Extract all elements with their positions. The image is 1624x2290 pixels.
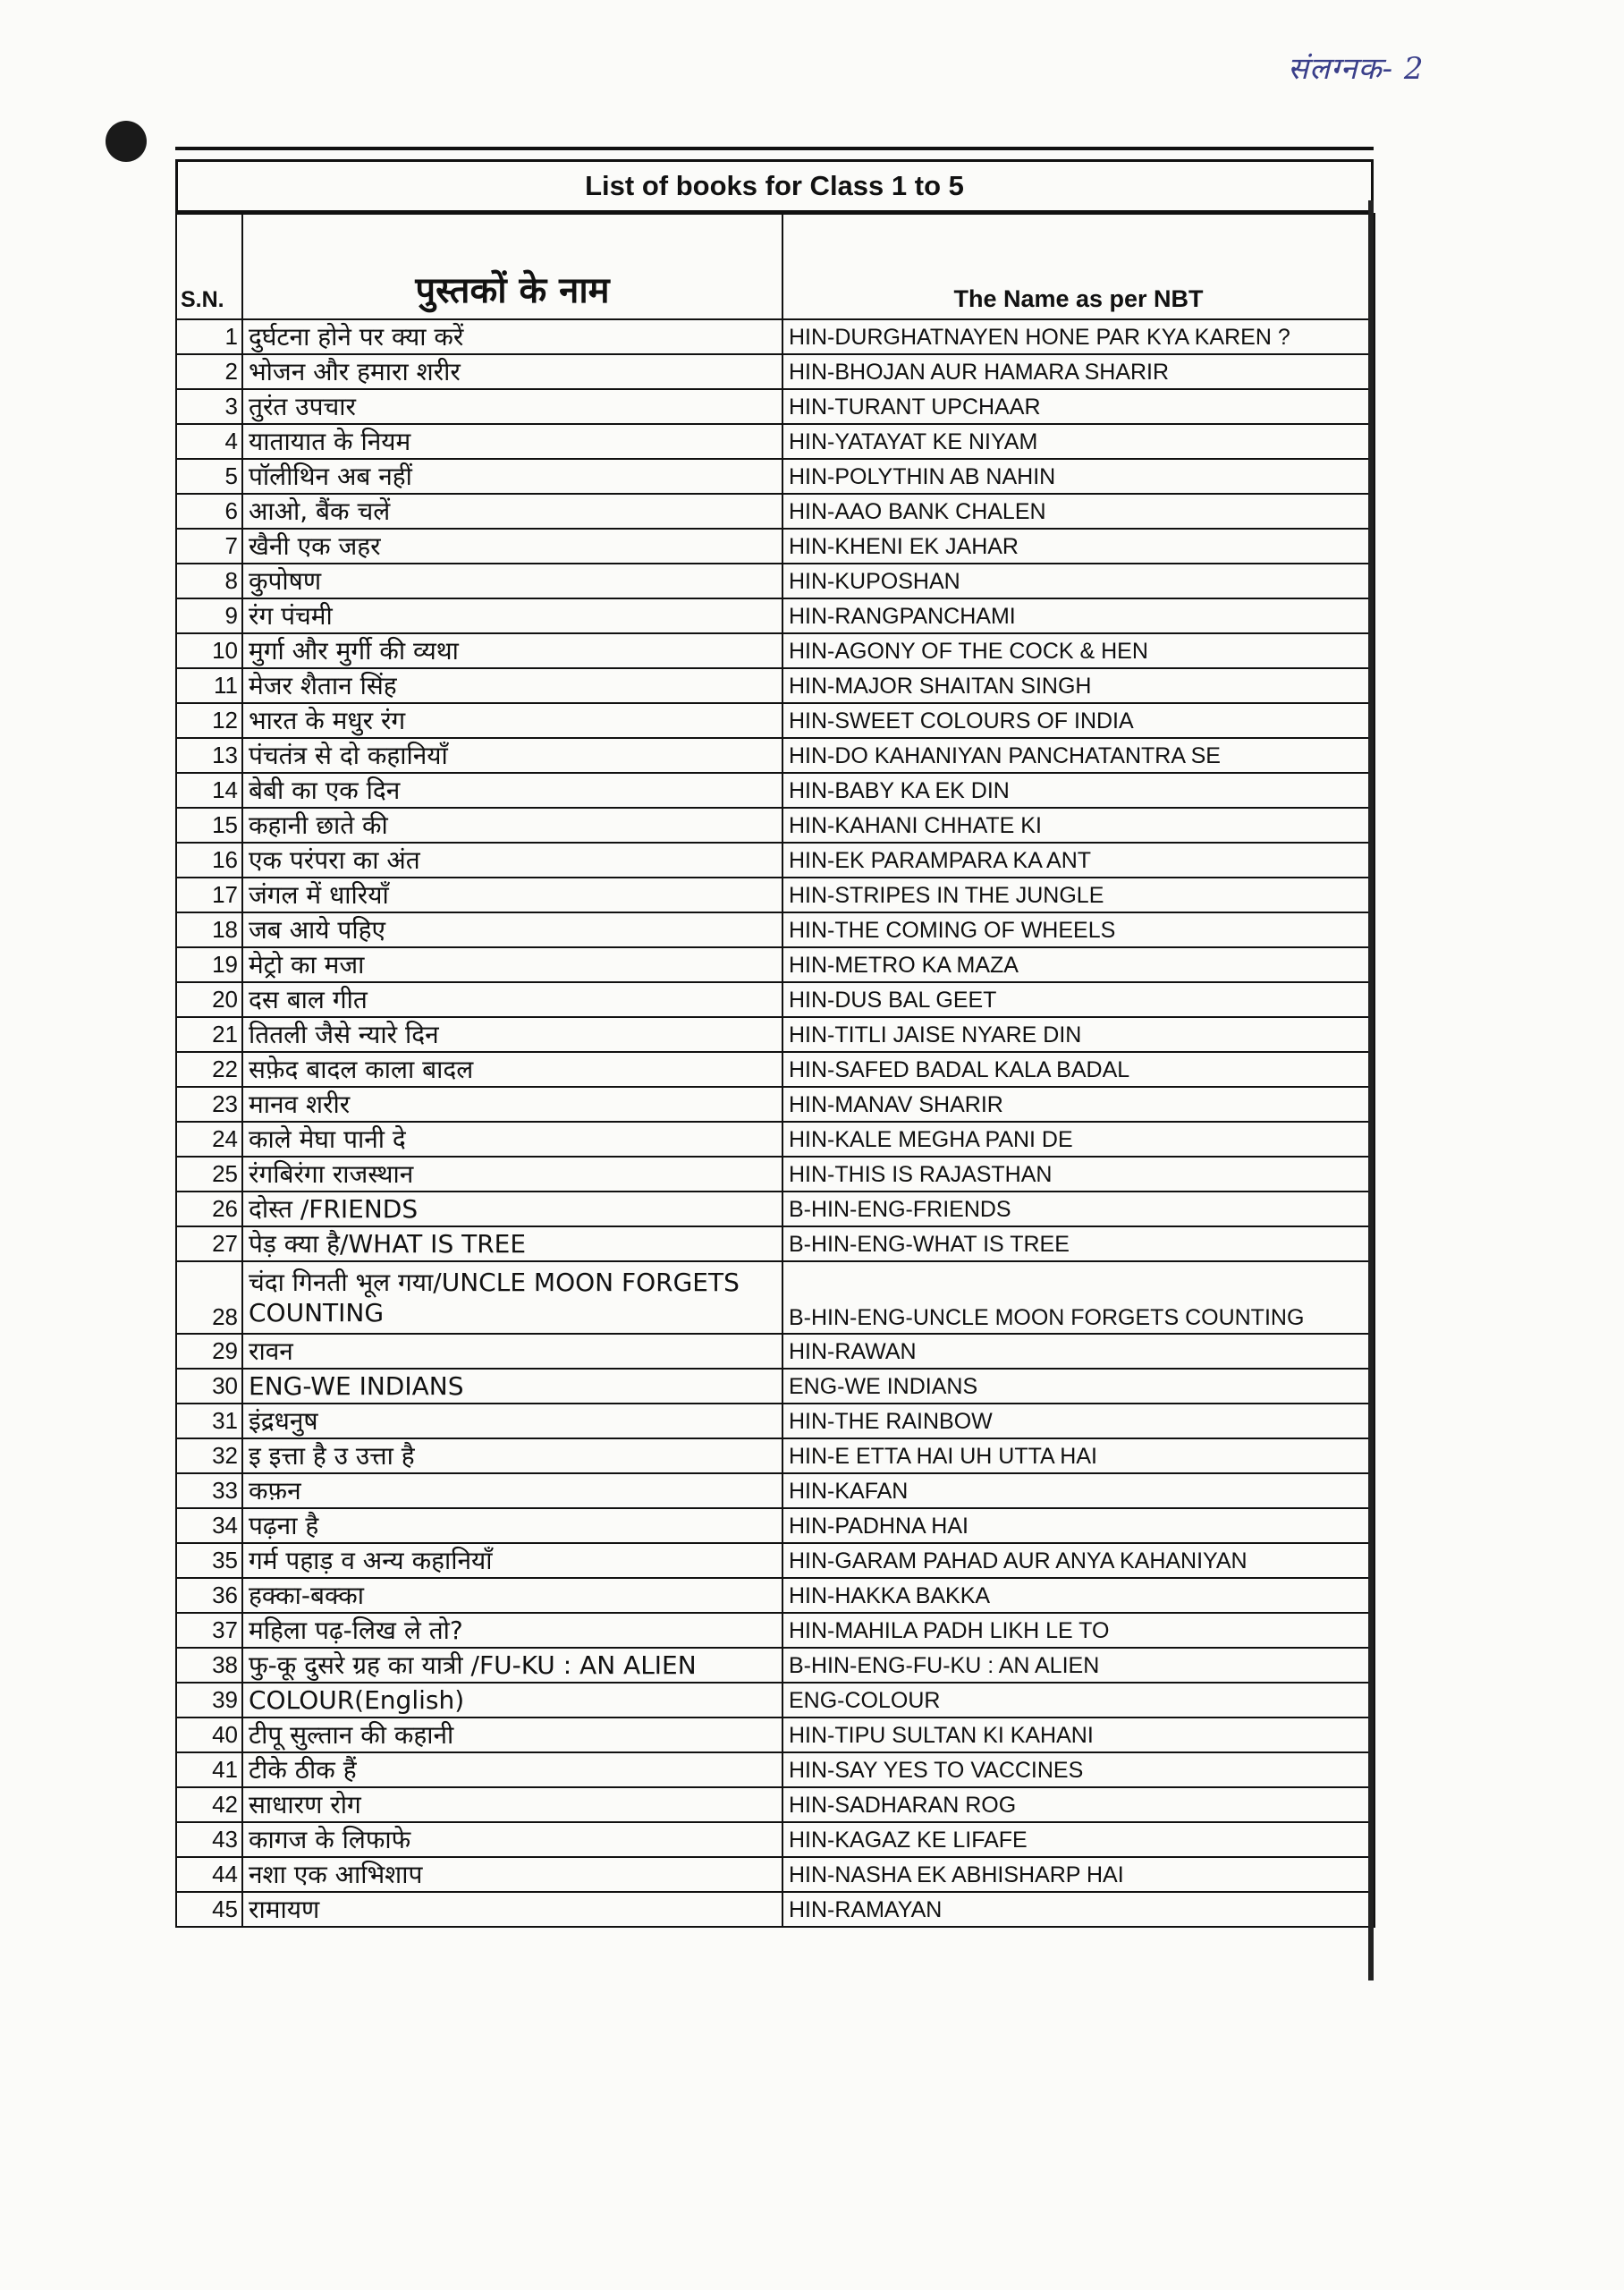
hindi-name-cell: COLOUR(English) bbox=[242, 1683, 782, 1718]
hindi-name-cell: चंदा गिनती भूल गया/UNCLE MOON FORGETS COUNTING bbox=[242, 1261, 782, 1334]
table-row bbox=[176, 1857, 1374, 1892]
table-row bbox=[176, 633, 1374, 668]
hindi-name-cell: कागज के लिफाफे bbox=[242, 1822, 782, 1857]
hindi-name-cell: मुर्गा और मुर्गी की व्यथा bbox=[242, 633, 782, 668]
hindi-name-cell: टीपू सुल्तान की कहानी bbox=[242, 1718, 782, 1752]
serial-number-cell: 13 bbox=[176, 738, 242, 773]
nbt-name-cell: HIN-GARAM PAHAD AUR ANYA KAHANIYAN bbox=[782, 1543, 1374, 1578]
document-title: List of books for Class 1 to 5 bbox=[175, 159, 1374, 213]
nbt-name-cell: HIN-AAO BANK CHALEN bbox=[782, 494, 1374, 529]
nbt-name-cell: HIN-TIPU SULTAN KI KAHANI bbox=[782, 1718, 1374, 1752]
serial-number-cell: 24 bbox=[176, 1122, 242, 1157]
nbt-name-cell: HIN-TURANT UPCHAAR bbox=[782, 389, 1374, 424]
nbt-name-cell: HIN-MAJOR SHAITAN SINGH bbox=[782, 668, 1374, 703]
table-row bbox=[176, 1334, 1374, 1369]
serial-number-cell: 9 bbox=[176, 598, 242, 633]
nbt-name-cell: ENG-WE INDIANS bbox=[782, 1369, 1374, 1404]
table-row bbox=[176, 703, 1374, 738]
nbt-name-cell: HIN-HAKKA BAKKA bbox=[782, 1578, 1374, 1613]
serial-number-cell: 45 bbox=[176, 1892, 242, 1927]
hindi-name-cell: पॉलीथिन अब नहीं bbox=[242, 459, 782, 494]
table-row bbox=[176, 1226, 1374, 1261]
table-row bbox=[176, 1052, 1374, 1087]
table-row bbox=[176, 1543, 1374, 1578]
nbt-name-cell: HIN-SAY YES TO VACCINES bbox=[782, 1752, 1374, 1787]
hindi-name-cell: इंद्रधनुष bbox=[242, 1404, 782, 1438]
hindi-name-cell: खैनी एक जहर bbox=[242, 529, 782, 564]
table-row bbox=[176, 738, 1374, 773]
nbt-name-cell: HIN-KUPOSHAN bbox=[782, 564, 1374, 598]
hindi-name-cell: हक्का-बक्का bbox=[242, 1578, 782, 1613]
serial-number-cell: 5 bbox=[176, 459, 242, 494]
serial-number-cell: 41 bbox=[176, 1752, 242, 1787]
nbt-name-cell: HIN-SADHARAN ROG bbox=[782, 1787, 1374, 1822]
nbt-name-cell: B-HIN-ENG-WHAT IS TREE bbox=[782, 1226, 1374, 1261]
serial-number-cell: 32 bbox=[176, 1438, 242, 1473]
table-row bbox=[176, 389, 1374, 424]
nbt-name-cell: HIN-THIS IS RAJASTHAN bbox=[782, 1157, 1374, 1192]
table-body bbox=[176, 319, 1374, 1927]
nbt-name-cell: HIN-MANAV SHARIR bbox=[782, 1087, 1374, 1122]
hindi-name-cell: फु-कू दुसरे ग्रह का यात्री /FU-KU : AN ALIEN bbox=[242, 1648, 782, 1683]
header-hindi-name: पुस्तकों के नाम bbox=[242, 214, 782, 319]
table-row bbox=[176, 1718, 1374, 1752]
serial-number-cell: 21 bbox=[176, 1017, 242, 1052]
hindi-name-cell: कफ़न bbox=[242, 1473, 782, 1508]
nbt-name-cell: HIN-BABY KA EK DIN bbox=[782, 773, 1374, 808]
serial-number-cell: 31 bbox=[176, 1404, 242, 1438]
table-row bbox=[176, 1369, 1374, 1404]
nbt-name-cell: HIN-E ETTA HAI UH UTTA HAI bbox=[782, 1438, 1374, 1473]
serial-number-cell: 37 bbox=[176, 1613, 242, 1648]
hindi-name-cell: नशा एक आभिशाप bbox=[242, 1857, 782, 1892]
hindi-name-cell: महिला पढ़-लिख ले तो? bbox=[242, 1613, 782, 1648]
serial-number-cell: 34 bbox=[176, 1508, 242, 1543]
hindi-name-cell: भारत के मधुर रंग bbox=[242, 703, 782, 738]
table-row bbox=[176, 1261, 1374, 1334]
table-row bbox=[176, 878, 1374, 912]
serial-number-cell: 26 bbox=[176, 1192, 242, 1226]
serial-number-cell: 43 bbox=[176, 1822, 242, 1857]
nbt-name-cell: HIN-SWEET COLOURS OF INDIA bbox=[782, 703, 1374, 738]
serial-number-cell: 30 bbox=[176, 1369, 242, 1404]
hindi-name-cell: भोजन और हमारा शरीर bbox=[242, 354, 782, 389]
serial-number-cell: 39 bbox=[176, 1683, 242, 1718]
hindi-name-cell: रंगबिरंगा राजस्थान bbox=[242, 1157, 782, 1192]
table-row bbox=[176, 1752, 1374, 1787]
nbt-name-cell: HIN-THE RAINBOW bbox=[782, 1404, 1374, 1438]
table-row bbox=[176, 1648, 1374, 1683]
nbt-name-cell: HIN-DUS BAL GEET bbox=[782, 982, 1374, 1017]
hindi-name-cell: पंचतंत्र से दो कहानियाँ bbox=[242, 738, 782, 773]
nbt-name-cell: HIN-SAFED BADAL KALA BADAL bbox=[782, 1052, 1374, 1087]
hindi-name-cell: मेट्रो का मजा bbox=[242, 947, 782, 982]
nbt-name-cell: HIN-KAHANI CHHATE KI bbox=[782, 808, 1374, 843]
serial-number-cell: 44 bbox=[176, 1857, 242, 1892]
serial-number-cell: 3 bbox=[176, 389, 242, 424]
table-row bbox=[176, 319, 1374, 354]
table-row bbox=[176, 529, 1374, 564]
table-row bbox=[176, 668, 1374, 703]
table-row bbox=[176, 598, 1374, 633]
hindi-name-cell: मेजर शैतान सिंह bbox=[242, 668, 782, 703]
table-row bbox=[176, 424, 1374, 459]
serial-number-cell: 23 bbox=[176, 1087, 242, 1122]
table-row bbox=[176, 1017, 1374, 1052]
nbt-name-cell: HIN-DURGHATNAYEN HONE PAR KYA KAREN ? bbox=[782, 319, 1374, 354]
hindi-name-cell: टीके ठीक हैं bbox=[242, 1752, 782, 1787]
nbt-name-cell: HIN-STRIPES IN THE JUNGLE bbox=[782, 878, 1374, 912]
table-row bbox=[176, 1822, 1374, 1857]
table-row bbox=[176, 564, 1374, 598]
hindi-name-cell: ENG-WE INDIANS bbox=[242, 1369, 782, 1404]
hindi-name-cell: इ इत्ता है उ उत्ता है bbox=[242, 1438, 782, 1473]
nbt-name-cell: HIN-AGONY OF THE COCK & HEN bbox=[782, 633, 1374, 668]
serial-number-cell: 22 bbox=[176, 1052, 242, 1087]
hindi-name-cell: मानव शरीर bbox=[242, 1087, 782, 1122]
nbt-name-cell: HIN-DO KAHANIYAN PANCHATANTRA SE bbox=[782, 738, 1374, 773]
serial-number-cell: 29 bbox=[176, 1334, 242, 1369]
nbt-name-cell: HIN-THE COMING OF WHEELS bbox=[782, 912, 1374, 947]
serial-number-cell: 2 bbox=[176, 354, 242, 389]
serial-number-cell: 20 bbox=[176, 982, 242, 1017]
hindi-name-cell: तुरंत उपचार bbox=[242, 389, 782, 424]
header-serial-number: S.N. bbox=[176, 214, 242, 319]
serial-number-cell: 8 bbox=[176, 564, 242, 598]
top-rule bbox=[175, 147, 1374, 150]
table-row bbox=[176, 947, 1374, 982]
nbt-name-cell: HIN-RANGPANCHAMI bbox=[782, 598, 1374, 633]
serial-number-cell: 15 bbox=[176, 808, 242, 843]
nbt-name-cell: HIN-TITLI JAISE NYARE DIN bbox=[782, 1017, 1374, 1052]
nbt-name-cell: HIN-KAFAN bbox=[782, 1473, 1374, 1508]
nbt-name-cell: HIN-RAWAN bbox=[782, 1334, 1374, 1369]
hindi-name-cell: यातायात के नियम bbox=[242, 424, 782, 459]
nbt-name-cell: HIN-YATAYAT KE NIYAM bbox=[782, 424, 1374, 459]
table-row bbox=[176, 1508, 1374, 1543]
table-row bbox=[176, 1892, 1374, 1927]
hindi-name-cell: बेबी का एक दिन bbox=[242, 773, 782, 808]
hindi-name-cell: सफ़ेद बादल काला बादल bbox=[242, 1052, 782, 1087]
serial-number-cell: 40 bbox=[176, 1718, 242, 1752]
hindi-name-cell: साधारण रोग bbox=[242, 1787, 782, 1822]
hindi-name-cell: दोस्त /FRIENDS bbox=[242, 1192, 782, 1226]
serial-number-cell: 1 bbox=[176, 319, 242, 354]
table-row bbox=[176, 459, 1374, 494]
serial-number-cell: 6 bbox=[176, 494, 242, 529]
table-row bbox=[176, 982, 1374, 1017]
table-row bbox=[176, 1192, 1374, 1226]
table-row bbox=[176, 1473, 1374, 1508]
serial-number-cell: 19 bbox=[176, 947, 242, 982]
table-row bbox=[176, 1787, 1374, 1822]
table-row bbox=[176, 494, 1374, 529]
hindi-name-cell: गर्म पहाड़ व अन्य कहानियाँ bbox=[242, 1543, 782, 1578]
annexure-handwritten-note: संलग्नक- 2 bbox=[1288, 51, 1425, 87]
nbt-name-cell: HIN-BHOJAN AUR HAMARA SHARIR bbox=[782, 354, 1374, 389]
hindi-name-cell: कुपोषण bbox=[242, 564, 782, 598]
serial-number-cell: 28 bbox=[176, 1261, 242, 1334]
serial-number-cell: 27 bbox=[176, 1226, 242, 1261]
hindi-name-cell: पढ़ना है bbox=[242, 1508, 782, 1543]
table-row bbox=[176, 912, 1374, 947]
nbt-name-cell: B-HIN-ENG-FRIENDS bbox=[782, 1192, 1374, 1226]
nbt-name-cell: HIN-POLYTHIN AB NAHIN bbox=[782, 459, 1374, 494]
hindi-name-cell: रंग पंचमी bbox=[242, 598, 782, 633]
table-row bbox=[176, 1087, 1374, 1122]
hindi-name-cell: एक परंपरा का अंत bbox=[242, 843, 782, 878]
book-list-document bbox=[175, 159, 1374, 1928]
serial-number-cell: 14 bbox=[176, 773, 242, 808]
nbt-name-cell: HIN-KHENI EK JAHAR bbox=[782, 529, 1374, 564]
nbt-name-cell: B-HIN-ENG-UNCLE MOON FORGETS COUNTING bbox=[782, 1261, 1374, 1334]
serial-number-cell: 35 bbox=[176, 1543, 242, 1578]
serial-number-cell: 4 bbox=[176, 424, 242, 459]
table-row bbox=[176, 354, 1374, 389]
serial-number-cell: 10 bbox=[176, 633, 242, 668]
serial-number-cell: 11 bbox=[176, 668, 242, 703]
table-row bbox=[176, 1578, 1374, 1613]
serial-number-cell: 25 bbox=[176, 1157, 242, 1192]
hindi-name-cell: पेड़ क्या है/WHAT IS TREE bbox=[242, 1226, 782, 1261]
serial-number-cell: 7 bbox=[176, 529, 242, 564]
hindi-name-cell: कहानी छाते की bbox=[242, 808, 782, 843]
table-row bbox=[176, 843, 1374, 878]
nbt-name-cell: ENG-COLOUR bbox=[782, 1683, 1374, 1718]
nbt-name-cell: B-HIN-ENG-FU-KU : AN ALIEN bbox=[782, 1648, 1374, 1683]
hindi-name-cell: आओ, बैंक चलें bbox=[242, 494, 782, 529]
hindi-name-cell: रावन bbox=[242, 1334, 782, 1369]
hindi-name-cell: रामायण bbox=[242, 1892, 782, 1927]
table-row bbox=[176, 1613, 1374, 1648]
nbt-name-cell: HIN-METRO KA MAZA bbox=[782, 947, 1374, 982]
serial-number-cell: 17 bbox=[176, 878, 242, 912]
serial-number-cell: 16 bbox=[176, 843, 242, 878]
serial-number-cell: 42 bbox=[176, 1787, 242, 1822]
serial-number-cell: 36 bbox=[176, 1578, 242, 1613]
nbt-name-cell: HIN-NASHA EK ABHISHARP HAI bbox=[782, 1857, 1374, 1892]
table-row bbox=[176, 1404, 1374, 1438]
serial-number-cell: 12 bbox=[176, 703, 242, 738]
serial-number-cell: 38 bbox=[176, 1648, 242, 1683]
hindi-name-cell: जब आये पहिए bbox=[242, 912, 782, 947]
table-row bbox=[176, 1683, 1374, 1718]
header-nbt-name: The Name as per NBT bbox=[782, 214, 1374, 319]
serial-number-cell: 33 bbox=[176, 1473, 242, 1508]
book-list-table bbox=[175, 213, 1375, 1928]
nbt-name-cell: HIN-KAGAZ KE LIFAFE bbox=[782, 1822, 1374, 1857]
serial-number-cell: 18 bbox=[176, 912, 242, 947]
table-right-edge bbox=[1368, 200, 1374, 1980]
nbt-name-cell: HIN-MAHILA PADH LIKH LE TO bbox=[782, 1613, 1374, 1648]
table-row bbox=[176, 808, 1374, 843]
table-row bbox=[176, 773, 1374, 808]
table-row bbox=[176, 1157, 1374, 1192]
nbt-name-cell: HIN-EK PARAMPARA KA ANT bbox=[782, 843, 1374, 878]
table-header-row bbox=[176, 214, 1374, 319]
table-row bbox=[176, 1438, 1374, 1473]
hindi-name-cell: जंगल में धारियाँ bbox=[242, 878, 782, 912]
table-row bbox=[176, 1122, 1374, 1157]
hindi-name-cell: दुर्घटना होने पर क्या करें bbox=[242, 319, 782, 354]
nbt-name-cell: HIN-RAMAYAN bbox=[782, 1892, 1374, 1927]
punch-hole bbox=[106, 121, 147, 162]
nbt-name-cell: HIN-KALE MEGHA PANI DE bbox=[782, 1122, 1374, 1157]
nbt-name-cell: HIN-PADHNA HAI bbox=[782, 1508, 1374, 1543]
hindi-name-cell: काले मेघा पानी दे bbox=[242, 1122, 782, 1157]
hindi-name-cell: दस बाल गीत bbox=[242, 982, 782, 1017]
hindi-name-cell: तितली जैसे न्यारे दिन bbox=[242, 1017, 782, 1052]
